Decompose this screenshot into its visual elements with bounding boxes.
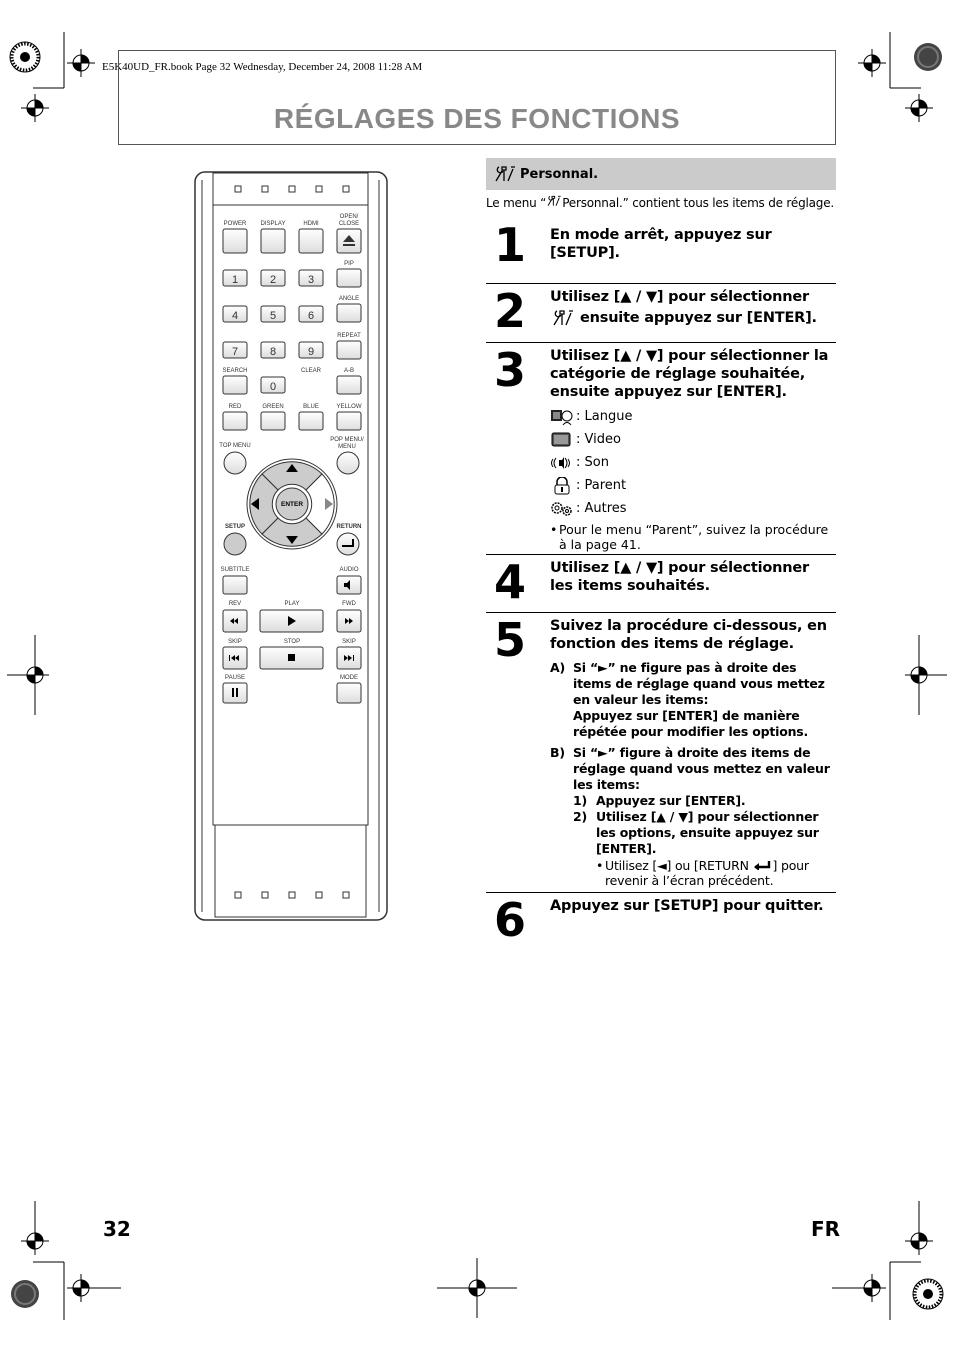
- remote-label-fwd: FWD: [342, 601, 356, 607]
- remote-label-play: PLAY: [284, 601, 300, 607]
- return-button[interactable]: [337, 533, 359, 555]
- option-b-2-text: Utilisez [▲ / ▼] pour sélectionner les options, ensuite appuyez sur [ENTER].: [596, 809, 819, 856]
- digit-label: 0: [269, 381, 277, 393]
- remote-label-pop-menu-2: MENU: [338, 444, 356, 450]
- step-1: [486, 218, 836, 284]
- video-icon: [550, 431, 574, 449]
- remote-label-top-menu: TOP MENU: [219, 443, 251, 449]
- digit-label: 5: [269, 310, 277, 322]
- file-info: E5K40UD_FR.book Page 32 Wednesday, December 24, 2008 11:28 AM: [102, 61, 423, 73]
- title-frame: [118, 50, 836, 145]
- step-text-b: ensuite appuyez sur [ENTER].: [580, 310, 817, 326]
- page-number: 32: [103, 1217, 131, 1241]
- intro-prefix: Le menu “: [486, 196, 547, 210]
- digit-label: 4: [231, 310, 239, 322]
- top-menu-button[interactable]: [224, 452, 246, 474]
- remote-label-red: RED: [228, 404, 242, 410]
- remote-label-pause: PAUSE: [225, 675, 245, 681]
- option-b-note-a: Utilisez [◄] ou [RETURN: [605, 858, 753, 873]
- power-button[interactable]: [223, 229, 247, 253]
- remote-label-open-close-2: CLOSE: [338, 221, 360, 227]
- remote-label-power: POWER: [223, 221, 247, 227]
- option-b-note-b: ] pour revenir à l’écran précédent.: [605, 858, 809, 888]
- option-a: [550, 660, 836, 740]
- remote-label-search: SEARCH: [222, 368, 248, 374]
- option-b-label: B): [550, 745, 565, 760]
- stop-square-icon: [288, 654, 295, 661]
- category-video: [550, 428, 836, 451]
- hdmi-button[interactable]: [299, 229, 323, 253]
- category-autres: [550, 497, 836, 520]
- category-label: : Video: [576, 432, 621, 447]
- subtitle-button[interactable]: [223, 576, 247, 594]
- setup-button[interactable]: [224, 533, 246, 555]
- remote-label-setup: SETUP: [224, 524, 246, 530]
- step-number: 5: [494, 613, 527, 667]
- step-text: En mode arrêt, appuyez sur [SETUP].: [550, 227, 772, 261]
- personal-tools-icon: [546, 195, 562, 207]
- green-button[interactable]: [261, 412, 285, 430]
- step-number: 6: [494, 893, 527, 947]
- page-language: FR: [811, 1217, 841, 1241]
- repeat-button[interactable]: [337, 341, 361, 359]
- lock-icon: [550, 477, 574, 495]
- option-b-1-text: Appuyez sur [ENTER].: [596, 793, 746, 808]
- remote-label-angle: ANGLE: [338, 296, 360, 302]
- section-intro: [486, 195, 836, 210]
- step-3-note: • Pour le menu “Parent”, suivez la procédure à la page 41.: [550, 522, 836, 552]
- option-b-2-label: 2): [573, 809, 588, 824]
- digit-label: 6: [307, 310, 315, 322]
- pause-icon: [232, 688, 234, 697]
- category-label: : Parent: [576, 478, 627, 493]
- step-6: [486, 893, 836, 947]
- remote-label-green: GREEN: [262, 404, 284, 410]
- personal-tools-icon: [494, 165, 516, 183]
- section-header: [486, 158, 836, 190]
- remote-label-subtitle: SUBTITLE: [220, 567, 250, 573]
- remote-label-return: RETURN: [336, 524, 362, 530]
- step-number: 2: [494, 284, 527, 338]
- option-a-text-2: Appuyez sur [ENTER] de manière répétée pour modifier les options.: [573, 708, 809, 739]
- step-3: [486, 343, 836, 555]
- remote-label-pip: PIP: [344, 261, 354, 267]
- option-b-text: Si “►” figure à droite des items de réglage quand vous mettez en valeur les items:: [573, 745, 830, 792]
- search-button[interactable]: [223, 376, 247, 394]
- digit-label: 7: [231, 346, 239, 358]
- step-text: Utilisez [▲ / ▼] pour sélectionner: [550, 289, 809, 305]
- option-b-note: [596, 858, 836, 888]
- step-number: 1: [494, 218, 527, 272]
- option-a-text: Si “►” ne figure pas à droite des items de réglage quand vous mettez en valeur les items:: [573, 660, 825, 707]
- return-icon: [753, 860, 773, 870]
- category-label: : Autres: [576, 501, 627, 516]
- remote-label-audio: AUDIO: [339, 567, 359, 573]
- section-title: Personnal.: [520, 166, 599, 182]
- category-langue: [550, 405, 836, 428]
- remote-label-repeat: REPEAT: [337, 333, 361, 339]
- intro-suffix: Personnal.” contient tous les items de réglage.: [562, 196, 835, 210]
- language-icon: [550, 408, 574, 426]
- remote-label-clear: CLEAR: [300, 368, 322, 374]
- step-text: Suivez la procédure ci-dessous, en fonction des items de réglage.: [550, 618, 827, 652]
- digit-label: 3: [307, 274, 315, 286]
- enter-label: ENTER: [280, 501, 304, 508]
- blue-button[interactable]: [299, 412, 323, 430]
- display-button[interactable]: [261, 229, 285, 253]
- remote-label-rev: REV: [228, 601, 242, 607]
- yellow-button[interactable]: [337, 412, 361, 430]
- category-parent: [550, 474, 836, 497]
- option-b-1-label: 1): [573, 793, 588, 808]
- gears-icon: [550, 500, 574, 518]
- remote-label-blue: BLUE: [303, 404, 319, 410]
- option-b: [550, 745, 836, 888]
- step-number: 3: [494, 343, 527, 397]
- option-a-label: A): [550, 660, 565, 675]
- digit-label: 2: [269, 274, 277, 286]
- remote-label-stop: STOP: [283, 639, 301, 645]
- pip-button[interactable]: [337, 269, 361, 287]
- category-son: [550, 451, 836, 474]
- digit-label: 9: [307, 346, 315, 358]
- option-b-1: [573, 793, 836, 809]
- pop-menu-button[interactable]: [337, 452, 359, 474]
- step-number: 4: [494, 555, 527, 609]
- remote-label-ab: A-B: [343, 368, 355, 374]
- remote-label-skip-right: SKIP: [342, 639, 356, 645]
- remote-label-yellow: YELLOW: [336, 404, 362, 410]
- step-text: Utilisez [▲ / ▼] pour sélectionner les items souhaités.: [550, 560, 809, 594]
- remote-label-mode: MODE: [340, 675, 358, 681]
- sound-icon: [550, 454, 574, 472]
- angle-button[interactable]: [337, 304, 361, 322]
- step-2: [486, 284, 836, 343]
- step-5: [486, 613, 836, 893]
- step-text: Appuyez sur [SETUP] pour quitter.: [550, 898, 824, 914]
- pause-button[interactable]: [223, 683, 247, 703]
- red-button[interactable]: [223, 412, 247, 430]
- remote-label-open-close-1: OPEN/: [339, 214, 359, 220]
- digit-label: 8: [269, 346, 277, 358]
- step-4: [486, 555, 836, 613]
- page-title: RÉGLAGES DES FONCTIONS: [273, 103, 681, 134]
- remote-control-illustration: [193, 170, 391, 922]
- remote-label-hdmi: HDMI: [303, 221, 319, 227]
- mode-button[interactable]: [337, 683, 361, 703]
- category-label: : Langue: [576, 409, 633, 424]
- personal-tools-icon: [550, 309, 576, 327]
- step-text: Utilisez [▲ / ▼] pour sélectionner la catégorie de réglage souhaitée, ensuite appuyez sur [ENTER].: [550, 348, 829, 400]
- category-label: : Son: [576, 455, 609, 470]
- remote-label-display: DISPLAY: [260, 221, 286, 227]
- remote-label-skip-left: SKIP: [228, 639, 242, 645]
- ab-button[interactable]: [337, 376, 361, 394]
- option-b-2: [573, 809, 836, 888]
- instructions-column: [486, 158, 836, 947]
- remote-label-pop-menu-1: POP MENU/: [330, 437, 364, 443]
- digit-label: 1: [231, 274, 239, 286]
